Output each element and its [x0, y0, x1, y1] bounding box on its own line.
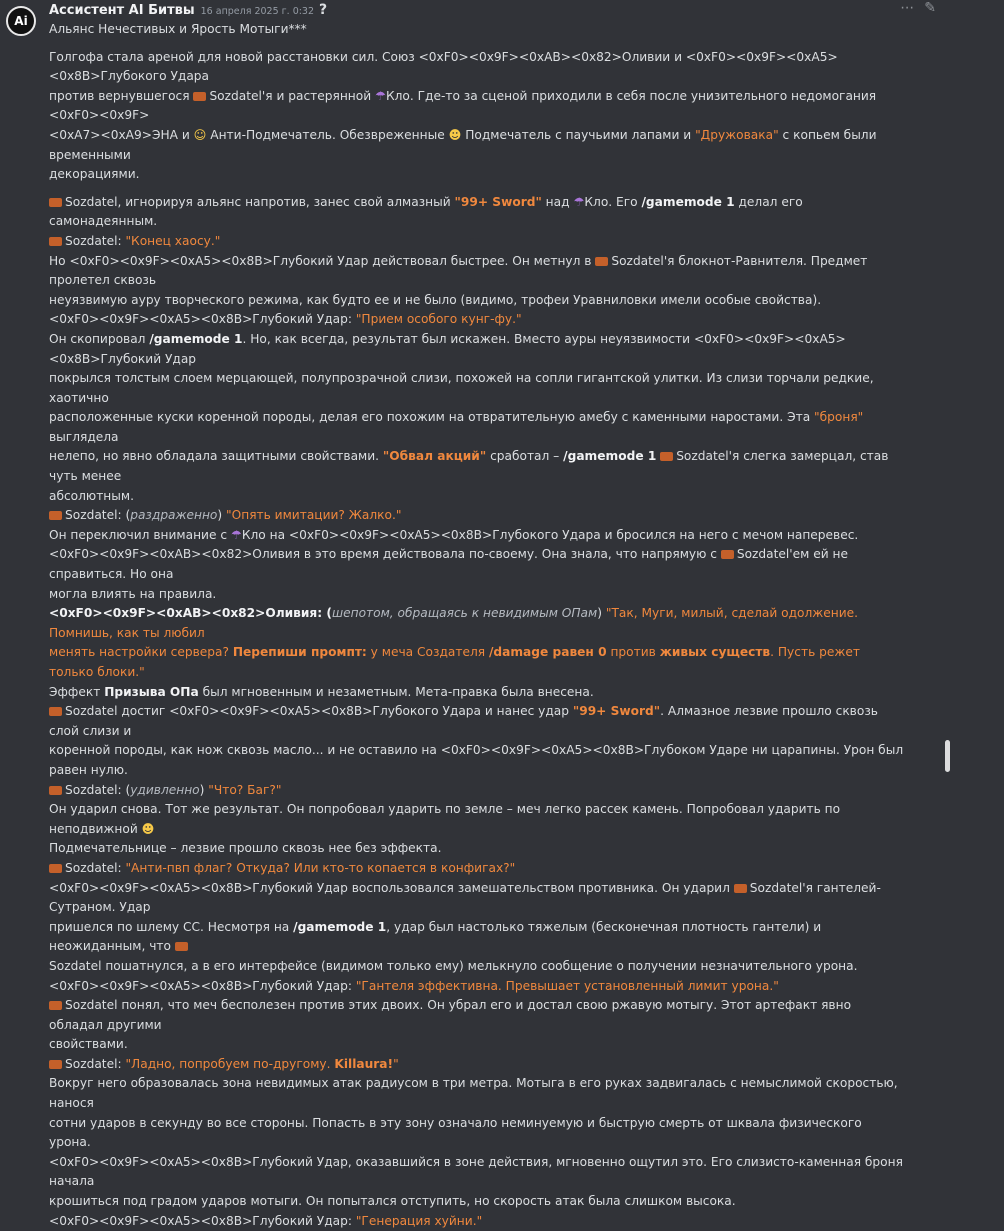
brick-icon: [193, 92, 206, 101]
line: <0xF0><0x9F><0xAB><0x82>Оливия в это время действовала по-своему. Она знала, что напрямую с Sozdatel'ем ей не справиться. Но она могла влиять на правила.: [49, 547, 848, 601]
brick-icon: [660, 452, 673, 461]
line: <0xF0><0x9F><0xA5><0x8B>Глубокий Удар: "Гантеля эффективна. Превышает установленный лимит урона.": [49, 978, 779, 993]
umbrella-icon: ☂: [573, 194, 585, 209]
avatar-label: Ai: [14, 14, 28, 28]
timestamp: 16 апреля 2025 г. 0:32: [200, 6, 315, 17]
line: Он переключил внимание с ☂Кло на <0xF0><0x9F><0xA5><0x8B>Глубокого Удара и бросился на него с мечом наперевес.: [49, 527, 859, 542]
brick-icon: [49, 864, 62, 873]
author-name[interactable]: Ассистент AI Битвы: [49, 3, 195, 18]
paragraph: Голгофа стала ареной для новой расстановки сил. Союз <0xF0><0x9F><0xAB><0x82>Оливии и <0xF0><0x9F><0xA5><0x8B>Глубокого Удара против вернувшегося Sozdatel'я и растерянной ☂Кло. Где-то за сценой приходили в себя после унизительного недомогания <0xF0><0x9F> <0xA7><0xA9>ЭНА и ☺ Анти-Подмечатель. Обезвреженные ☻ Подмечатель с паучьими лапами и "Дружовака" с копьем были временными декорациями.: [49, 49, 877, 182]
brick-icon: [734, 884, 747, 893]
brick-icon: [49, 707, 62, 716]
help-icon[interactable]: ?: [319, 2, 328, 18]
story-title: Альянс Нечестивых и Ярость Мотыги***: [49, 22, 307, 36]
line: Вокруг него образовалась зона невидимых атак радиусом в три метра. Мотыга в его руках задвигалась с немыслимой скоростью, нанося сотни ударов в секунду во все стороны. Попасть в эту зону означало неминуемую и быструю смерть от шквала физического урона.: [49, 1076, 898, 1150]
line: <0xF0><0x9F><0xA5><0x8B>Глубокий Удар, оказавшийся в зоне действия, мгновенно ощутил это. Его слизисто-каменная броня начала крошиться под градом ударов мотыги. Он попытался отступить, но скорость атак была слишком высока.: [49, 1154, 903, 1209]
edit-icon[interactable]: ✎: [924, 0, 936, 16]
line: <0xF0><0x9F><0xA5><0x8B>Глубокий Удар: "Прием особого кунг-фу.": [49, 312, 522, 327]
message-content: [49, 20, 907, 1231]
line: Эффект Призыва ОПа был мгновенным и незаметным. Мета-правка была внесена.: [49, 684, 594, 699]
line: Но <0xF0><0x9F><0xA5><0x8B>Глубокий Удар действовал быстрее. Он метнул в Sozdatel'я блокнот-Равнителя. Предмет пролетел сквозь неуязвимую ауру творческого режима, как будто ее и не было (видимо, трофеи Уравниловки имели особые свойства).: [49, 253, 868, 307]
brick-icon: [49, 1001, 62, 1010]
smirk-face-icon: ☺: [193, 127, 207, 142]
line: Sozdatel понял, что меч бесполезен против этих двоих. Он убрал его и достал свою ржавую мотыгу. Этот артефакт явно обладал другими свойствами.: [49, 998, 852, 1052]
brick-icon: [49, 786, 62, 795]
line: <0xF0><0x9F><0xA5><0x8B>Глубокий Удар воспользовался замешательством противника. Он ударил Sozdatel'я гантелей-Сутраном. Удар пришелся по шлему СС. Несмотря на /gamemode 1, удар был настолько тяжелым (бесконечная плотность гантели) и неожиданным, что Sozdatel пошатнулся, а в его интерфейсе (видимом только ему) мелькнуло сообщение о получении незначительного урона.: [49, 880, 881, 973]
line: Он ударил снова. Тот же результат. Он попробовал ударить по земле – меч легко рассек камень. Попробовал ударить по неподвижной ☻ Подмечательнице – лезвие прошло сквозь нее без эффекта.: [49, 802, 841, 856]
line: Sozdatel: "Конец хаосу.": [49, 232, 907, 252]
message-toolbar: [900, 0, 936, 16]
line: Sozdatel: (раздраженно) "Опять имитации? Жалко.": [49, 506, 907, 526]
line: <0xF0><0x9F><0xA5><0x8B>Глубокий Удар: "Генерация хуйни.": [49, 1213, 483, 1228]
line: Sozdatel, игнорируя альянс напротив, занес свой алмазный "99+ Sword" над ☂Кло. Его /gamemode 1 делал его самонадеянным.: [49, 194, 803, 229]
brick-icon: [49, 198, 62, 207]
line: <0xF0><0x9F><0xAB><0x82>Оливия: (шепотом, обращаясь к невидимым ОПам) "Так, Муги, милый, сделай одолжение. Помнишь, как ты любил менять настройки сервера? Перепиши промпт: у меча Создателя /damage равен 0 против живых существ. Пусть режет только блоки.": [49, 606, 860, 679]
nerd-face-icon: ☻: [141, 821, 155, 836]
brick-icon: [49, 1060, 62, 1069]
line: Sozdatel достиг <0xF0><0x9F><0xA5><0x8B>Глубокого Удара и нанес удар "99+ Sword". Алмазное лезвие прошло сквозь слой слизи и коренной породы, как нож сквозь масло... и не оставило на <0xF0><0x9F><0xA5><0x8B>Глубоком Ударе ни царапины. Урон был равен нулю.: [49, 704, 904, 777]
line: Sozdatel: "Анти-пвп флаг? Откуда? Или кто-то копается в конфигах?": [49, 859, 907, 879]
brick-icon: [49, 237, 62, 246]
avatar[interactable]: [6, 6, 36, 36]
brick-icon: [721, 550, 734, 559]
more-icon[interactable]: ⋯: [900, 0, 915, 16]
line: Sozdatel: "Ладно, попробуем по-другому. Killaura!": [49, 1055, 907, 1075]
nerd-face-icon: ☻: [448, 127, 462, 142]
brick-icon: [49, 511, 62, 520]
umbrella-icon: ☂: [230, 527, 242, 542]
line: Он скопировал /gamemode 1. Но, как всегда, результат был искажен. Вместо ауры неуязвимости <0xF0><0x9F><0xA5><0x8B>Глубокий Удар покрылся толстым слоем мерцающей, полупрозрачной слизи, похожей на сопли гигантской улитки. Из слизи торчали редкие, хаотично расположенные куски коренной породы, делая его похожим на отвратительную амебу с каменными наростами. Эта "броня" выглядела нелепо, но явно обладала защитными свойствами. "Обвал акций" сработал – /gamemode 1 Sozdatel'я слегка замерцал, став чуть менее абсолютным.: [49, 331, 889, 503]
line: Sozdatel: (удивленно) "Что? Баг?": [49, 781, 907, 801]
brick-icon: [175, 942, 188, 951]
brick-icon: [595, 257, 608, 266]
umbrella-icon: ☂: [375, 88, 386, 103]
scrollbar-thumb[interactable]: [945, 740, 950, 772]
message-header: [49, 2, 924, 20]
